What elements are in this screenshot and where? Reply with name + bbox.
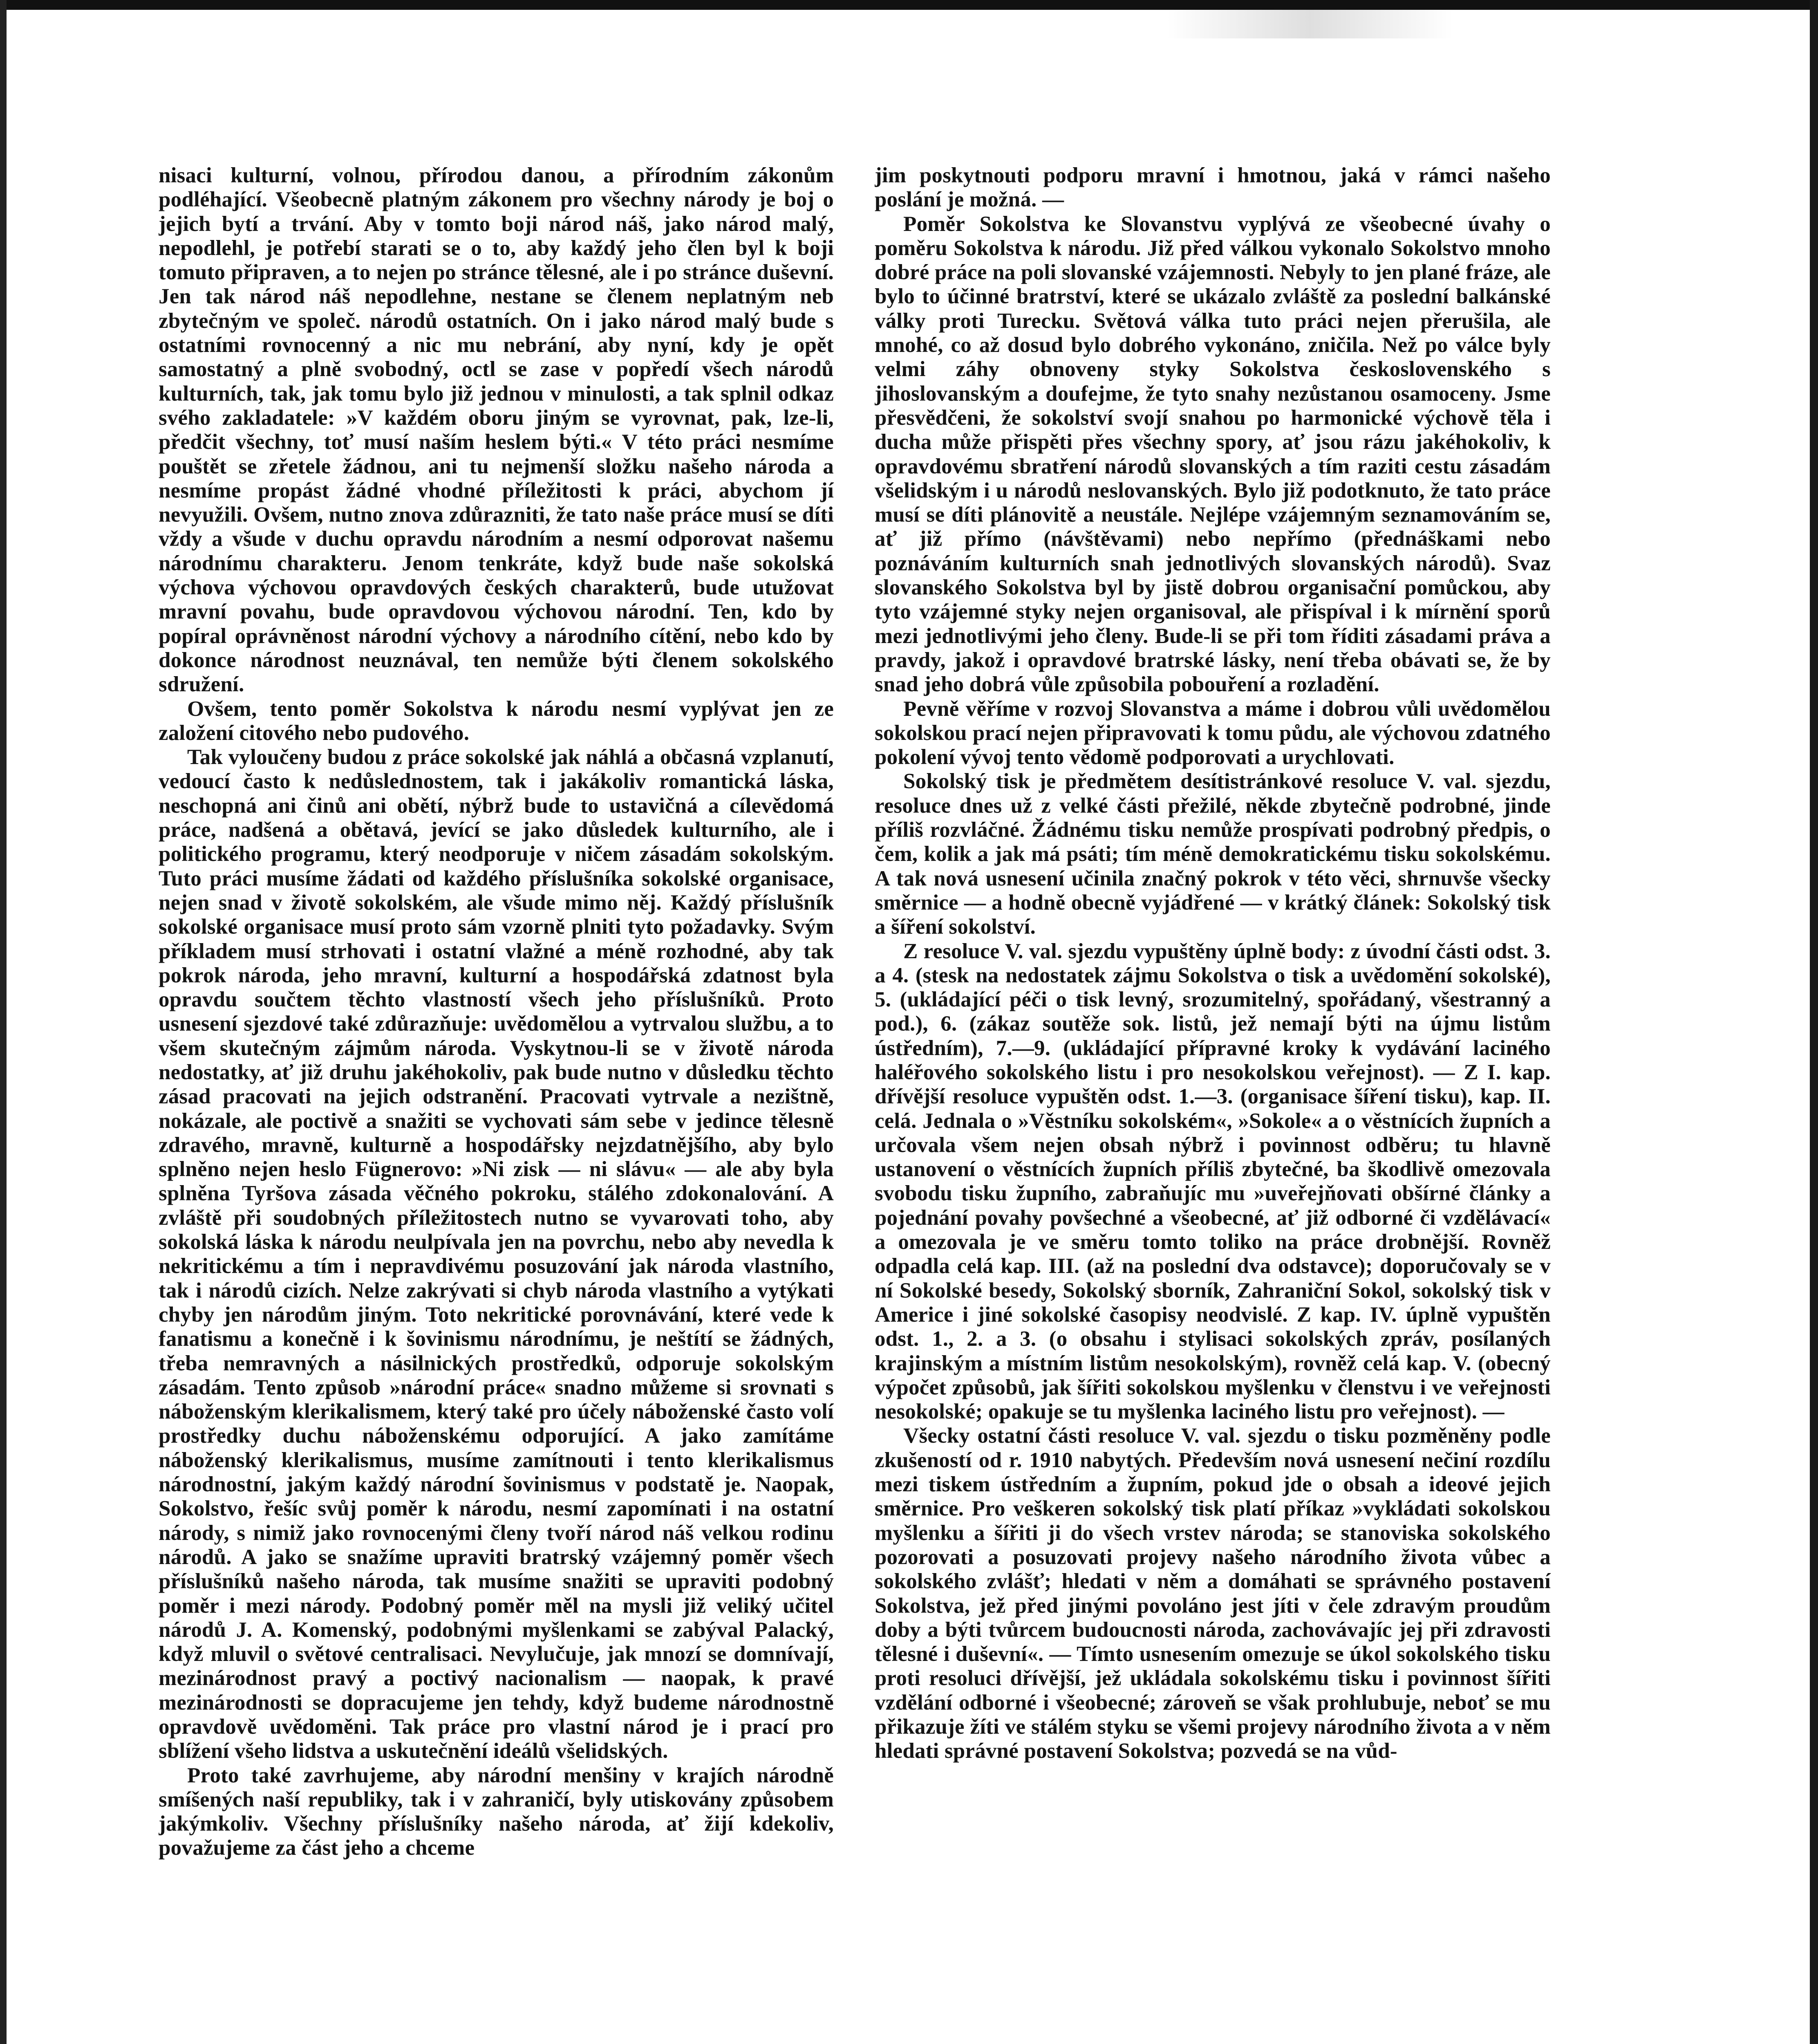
scan-border-right — [1810, 0, 1818, 2044]
right-column — [875, 164, 1551, 2044]
left-paragraph-2: Ovšem, tento poměr Sokolstva k národu nesmí vyplývat jen ze založení citového nebo pudového. — [159, 697, 834, 745]
scan-border-left — [0, 0, 7, 2044]
right-paragraph-5: Z resoluce V. val. sjezdu vypuštěny úplně body: z úvodní části odst. 3. a 4. (stesk na nedostatek zájmu Sokolstva o tisk a uvědomění sokolské), 5. (ukládající péči o tisk levný, srozumitelný, spořádaný, všestranný a pod.), 6. (zákaz soutěže sok. listů, jež nemají býti na újmu listům ústředním), 7.—9. (ukládající přípravné kroky k vydávání laciného haléřového sokolského listu i pro nesokolskou veřejnost). — Z I. kap. dřívější resoluce vypuštěn odst. 1.—3. (organisace šíření tisku), kap. II. celá. Jednala o »Věstníku sokolském«, »Sokole« a o věstnících župních a určovala všem nejen obsah nýbrž i povinnost odběru; tu hlavně ustanovení o věstnících župních příliš zbytečné, ba škodlivě omezovala svobodu tisku župního, zabraňujíc mu »uveřejňovati obšírné články a pojednání povahy povšechné a všeobecné, ať již odborné či vzdělávací« a omezovala je ve směru tomto toliko na práce drobnější. Rovněž odpadla celá kap. III. (až na poslední dva odstavce); doporučovaly se v ní Sokolské besedy, Sokolský sborník, Zahraniční Sokol, sokolský tisk v Americe i jiné sokolské časopisy neodvislé. Z kap. IV. úplně vypuštěn odst. 1., 2. a 3. (o obsahu i stylisaci sokolských zpráv, posílaných krajinským a místním listům nesokolským), rovněž celá kap. V. (obecný výpočet způsobů, jak šířiti sokolskou myšlenku v členstvu i ve veřejnosti nesokolské; opakuje se tu myšlenka laciného listu pro veřejnost). — — [875, 939, 1551, 1424]
left-paragraph-3: Tak vyloučeny budou z práce sokolské jak náhlá a občasná vzplanutí, vedoucí často k nedůslednostem, tak i jakákoliv romantická láska, neschopná ani činů ani obětí, nýbrž bude to ustavičná a cílevědomá práce, nadšená a obětavá, jevící se jako důsledek kulturního, ale i politického programu, který neodporuje v ničem zásadám sokolským. Tuto práci musíme žádati od každého příslušníka sokolské organisace, nejen snad v životě sokolském, ale všude mimo něj. Každý příslušník sokolské organisace musí proto sám vzorně plniti tyto požadavky. Svým příkladem musí strhovati i ostatní vlažné a méně rozhodné, aby tak pokrok národa, jeho mravní, kulturní a hospodářská zdatnost byla opravdu součtem těchto vlastností všech jeho příslušníků. Proto usnesení sjezdové také zdůrazňuje: uvědomělou a vytrvalou službu, a to všem skutečným zájmům národa. Vyskytnou-li se v životě národa nedostatky, ať již druhu jakéhokoliv, pak bude nutno v důsledku těchto zásad pracovati na jejich odstranění. Pracovati vytrvale a nezištně, nokázale, ale poctivě a snažiti se vychovati sám sebe v jedince tělesně zdravého, mravně, kulturně a hospodářsky nejzdatnějšího, aby bylo splněno nejen heslo Fügnerovo: »Ni zisk — ni slávu« — ale aby byla splněna Tyršova zásada věčného pokroku, stálého zdokonalování. A zvláště při soudobných příležitostech nutno se vyvarovati toho, aby sokolská láska k národu neulpívala jen na povrchu, nebo aby nevedla k nekritickému a tím i nepravdivému posuzování jak národa vlastního, tak i národů cizích. Nelze zakrývati si chyb národa vlastního a vytýkati chyby jen národům jiným. Toto nekritické porovnávání, které vede k fanatismu a konečně i k šovinismu národnímu, je neštítí se žádných, třeba nemravných a násilnických prostředků, odporuje sokolským zásadám. Tento způsob »národní práce« snadno můžeme si srovnati s náboženským klerikalismem, který také pro účely náboženské často volí prostředky duchu náboženskému odporující. A jako zamítáme náboženský klerikalismus, musíme zamítnouti i tento klerikalismus národnostní, jakým každý národní šovinismus v podstatě je. Naopak, Sokolstvo, řešíc svůj poměr k národu, nesmí zapomínati i na ostatní národy, s nimiž jako rovnocenými členy tvoří národ náš velkou rodinu národů. A jako se snažíme upraviti bratrský vzájemný poměr všech příslušníků našeho národa, tak musíme snažiti se upraviti podobný poměr i mezi národy. Podobný poměr měl na mysli již veliký učitel národů J. A. Komenský, podobnými myšlenkami se zabýval Palacký, když mluvil o světové centralisaci. Nevylučuje, jak mnozí se domnívají, mezinárodnost pravý a poctivý nacionalism — naopak, k pravé mezinárodnosti se dopracujeme jen tehdy, když budeme národnostně opravdově uvědoměni. Tak práce pro vlastní národ je i prací pro sblížení všeho lidstva a uskutečnění ideálů všelidských. — [159, 745, 834, 1763]
left-paragraph-1: nisaci kulturní, volnou, přírodou danou, a přírodním zákonům podléhající. Všeobecně platným zákonem pro všechny národy je boj o jejich bytí a trvání. Aby v tomto boji národ náš, jako národ malý, nepodlehl, je potřebí starati se o to, aby každý jeho člen byl k boji tomuto připraven, a to nejen po stránce tělesné, ale i po stránce duševní. Jen tak národ náš nepodlehne, nestane se členem neplatným neb zbytečným ve společ. národů ostatních. On i jako národ malý bude s ostatními rovnocenný a nic mu nebrání, aby nyní, kdy je opět samostatný a plně svobodný, octl se zase v popředí všech národů kulturních, tak, jak tomu bylo již jednou v minulosti, a tak splnil odkaz svého zakladatele: »V každém oboru jiným se vyrovnat, pak, lze-li, předčit všechny, toť musí naším heslem býti.« V této práci nesmíme pouštět se zřetele žádnou, ani tu nejmenší složku našeho národa a nesmíme propást žádné vhodné příležitosti k práci, abychom jí nevyužili. Ovšem, nutno znova zdůrazniti, že tato naše práce musí se díti vždy a všude v duchu opravdu národním a nesmí odporovat našemu národnímu charakteru. Jenom tenkráte, když bude naše sokolská výchova výchovou opravdových českých charakterů, bude utužovat mravní povahu, bude opravdovou výchovou národní. Ten, kdo by popíral oprávněnost národní výchovy a národního cítění, nebo kdo by dokonce národnost neuznával, ten nemůže býti členem sokolského sdružení. — [159, 164, 834, 697]
right-paragraph-3: Pevně věříme v rozvoj Slovanstva a máme i dobrou vůli uvědomělou sokolskou prací nejen připravovati k tomu půdu, ale výchovou zdatného pokolení vývoj tento vědomě podporovati a urychlovati. — [875, 697, 1551, 769]
left-column — [159, 164, 834, 2044]
right-paragraph-4: Sokolský tisk je předmětem desítistránkové resoluce V. val. sjezdu, resoluce dnes už z velké části přežilé, někde zbytečně podrobné, jinde příliš rozvláčné. Žádnému tisku nemůže prospívati podrobný předpis, o čem, kolik a jak má psáti; tím méně demokratickému tisku sokolskému. A tak nová usnesení učinila značný pokrok v této věci, shrnuvše všecky směrnice — a hodně obecně vyjádřené — v krátký článek: Sokolský tisk a šíření sokolství. — [875, 769, 1551, 939]
right-paragraph-6: Všecky ostatní části resoluce V. val. sjezdu o tisku pozměněny podle zkušeností od r. 1910 nabytých. Především nová usnesení nečiní rozdílu mezi tiskem ústředním a župním, pokud jde o obsah a ideové jejich směrnice. Pro veškeren sokolský tisk platí příkaz »vykládati sokolskou myšlenku a šířiti ji do všech vrstev národa; se stanoviska sokolského pozorovati a posuzovati projevy našeho národního života vůbec a sokolského zvlášť; hledati v něm a domáhati se správného postavení Sokolstva, jež před jinými povoláno jest jíti v čele zdravým proudům doby a býti tvůrcem budoucnosti národa, zachovávajíc jej při zdravosti tělesné i duševní«. — Tímto usnesením omezuje se úkol sokolského tisku proti resoluci dřívější, jež ukládala sokolskému tisku i povinnost šířiti vzdělání odborné i všeobecné; zároveň se však prohlubuje, neboť se mu přikazuje žíti ve stálém styku se všemi projevy národního života a v něm hledati správné postavení Sokolstva; pozvedá se na vůd- — [875, 1424, 1551, 1763]
left-paragraph-4: Proto také zavrhujeme, aby národní menšiny v krajích národně smíšených naší republiky, tak i v zahraničí, byly utiskovány způsobem jakýmkoliv. Všechny příslušníky našeho národa, ať žijí kdekoliv, považujeme za část jeho a chceme — [159, 1763, 834, 1860]
scan-smudge — [1167, 10, 1453, 38]
right-paragraph-1: jim poskytnouti podporu mravní i hmotnou, jaká v rámci našeho poslání je možná. — — [875, 164, 1551, 212]
right-paragraph-2: Poměr Sokolstva ke Slovanstvu vyplývá ze všeobecné úvahy o poměru Sokolstva k národu. Již před válkou vykonalo Sokolstvo mnoho dobré práce na poli slovanské vzájemnosti. Nebyly to jen plané fráze, ale bylo to účinné bratrství, které se ukázalo zvláště za poslední balkánské války proti Turecku. Světová válka tuto práci nejen přerušila, ale mnohé, co až dosud bylo dobrého vykonáno, zničila. Než po válce byly velmi záhy obnoveny styky Sokolstva československého s jihoslovanským a doufejme, že tyto snahy nezůstanou osamoceny. Jsme přesvědčeni, že sokolství svojí snahou po harmonické výchově těla i ducha může přispěti přes všechny spory, ať jsou rázu jakéhokoliv, k opravdovému sbratření národů slovanských a tím raziti cestu zásadám všelidským i u národů neslovanských. Bylo již podotknuto, že tato práce musí se díti plánovitě a neustále. Nejlépe vzájemným seznamováním se, ať již přímo (návštěvami) nebo nepřímo (přednáškami nebo poznáváním kulturních snah jednotlivých slovanských národů). Svaz slovanského Sokolstva byl by jistě dobrou organisační pomůckou, aby tyto vzájemné styky nejen organisoval, ale přispíval i k mírnění sporů mezi jednotlivými jeho členy. Bude-li se při tom říditi zásadami práva a pravdy, jakož i opravdové bratrské lásky, není třeba obávati se, že by snad jeho dobrá vůle způsobila pobouření a rozladění. — [875, 212, 1551, 697]
scan-border-top — [0, 0, 1818, 10]
